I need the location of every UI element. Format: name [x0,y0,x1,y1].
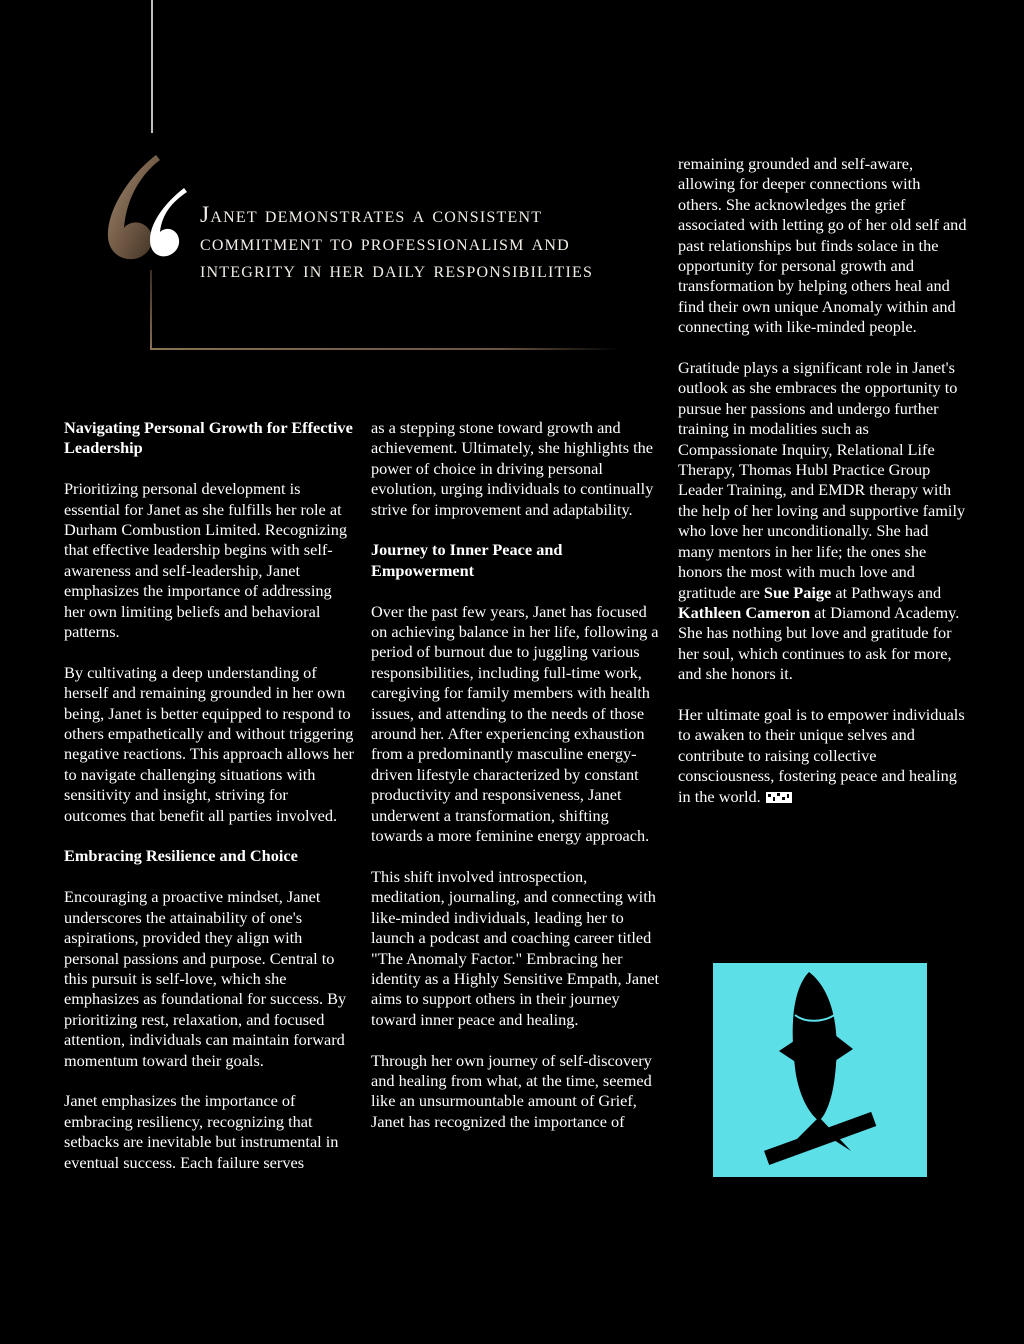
top-vertical-rule [151,0,153,133]
paragraph: Through her own journey of self-discovery and healing from what, at the time, seemed like an unsurmountable amount of Grief, Janet has recognized the importance of [371,1050,652,1131]
text-span: at Pathways and [835,582,942,602]
text-span: Gratitude plays a significant role in Janet's outlook as she embraces the opportunity to pursue her passions and undergo further training in modalities such as Compassionate Inquiry, Relational Life Therapy, Thomas Hubl Practice Group Leader Training, and EMDR therapy with the help of her loving and supportive family who love her unconditionally. She had many mentors in her life; the ones she honors the most with much love and gratitude are [678,358,966,602]
pull-quote-frame-horizontal [150,348,620,350]
article-column-1 [64,418,354,1193]
paragraph: Encouraging a proactive mindset, Janet underscores the attainability of one's aspirations, provided they align with personal passions and purpose. Central to this pursuit is self-love, which she emphasizes as foundational for success. By prioritizing rest, relaxation, and focused attention, individuals can maintain forward momentum toward their goals. [64,887,347,1070]
paragraph: Over the past few years, Janet has focused on achieving balance in her life, following a period of burnout due to juggling various responsibilities, including full-time work, caregiving for family members with health issues, and attending to the needs of those around her. After experiencing exhaustion from a predominantly masculine energy-driven lifestyle characterized by constant productivity and responsiveness, Janet underwent a transformation, shifting towards a more feminine energy approach. [371,601,659,846]
pull-quote-frame-vertical [150,270,152,350]
paragraph: Prioritizing personal development is essential for Janet as she fulfills her role at Durham Combustion Limited. Recognizing that effective leadership begins with self-awareness and self-leadership, Janet emphasizes the importance of addressing her own limiting beliefs and behavioral patterns. [64,479,348,642]
text-span: at Diamond Academy. She has nothing but love and gratitude for her soul, which continues to ask for more, and she honors it. [678,602,960,684]
mentor-name-sue-paige: Sue Paige [763,582,832,602]
opening-quote-icon [100,150,200,265]
paragraph: as a stepping stone toward growth and achievement. Ultimately, she highlights the power of choice in driving personal evolution, urging individuals to continually strive for improvement and adaptability. [371,418,654,519]
pull-quote: Janet demonstrates a consistent commitment to professionalism and integrity in her daily responsibilities [200,202,594,283]
paragraph [678,705,968,807]
section-heading-inner-peace: Journey to Inner Peace and Empowerment [371,540,563,580]
article-column-3 [678,154,968,827]
paragraph [678,358,968,685]
article-column-2 [371,418,661,1153]
paragraph: This shift involved introspection, meditation, journaling, and connecting with like-minded individuals, leading her to launch a podcast and coaching career titled "The Anomaly Factor." Embracing her identity as a Highly Sensitive Empath, Janet aims to support others in their journey toward inner peace and healing. [371,866,660,1029]
fish-icon [713,963,927,1177]
paragraph: remaining grounded and self-aware, allowing for deeper connections with others. She acknowledges the grief associated with letting go of her old self and past relationships but finds solace in the opportunity for personal growth and transformation by helping others heal and find their own unique Anomaly within and connecting with like-minded people. [678,154,967,337]
paragraph: By cultivating a deep understanding of herself and remaining grounded in her own being, Janet is better equipped to respond to others empathetically and without triggering negative reactions. This approach allows her to navigate challenging situations with sensitivity and insight, striving for outcomes that benefit all parties involved. [64,662,354,825]
text-span: Her ultimate goal is to empower individuals to awaken to their unique selves and contribute to raising collective consciousness, fostering peace and healing in the world. [678,704,965,806]
end-of-article-icon [766,792,792,803]
fish-on-beam-logo [713,963,927,1177]
paragraph: Janet emphasizes the importance of embracing resiliency, recognizing that setbacks are inevitable but instrumental in eventual success. Each failure serves [64,1091,339,1172]
mentor-name-kathleen-cameron: Kathleen Cameron [678,602,811,622]
section-heading-resilience: Embracing Resilience and Choice [64,846,298,866]
section-heading-personal-growth: Navigating Personal Growth for Effective Leadership [64,418,353,458]
